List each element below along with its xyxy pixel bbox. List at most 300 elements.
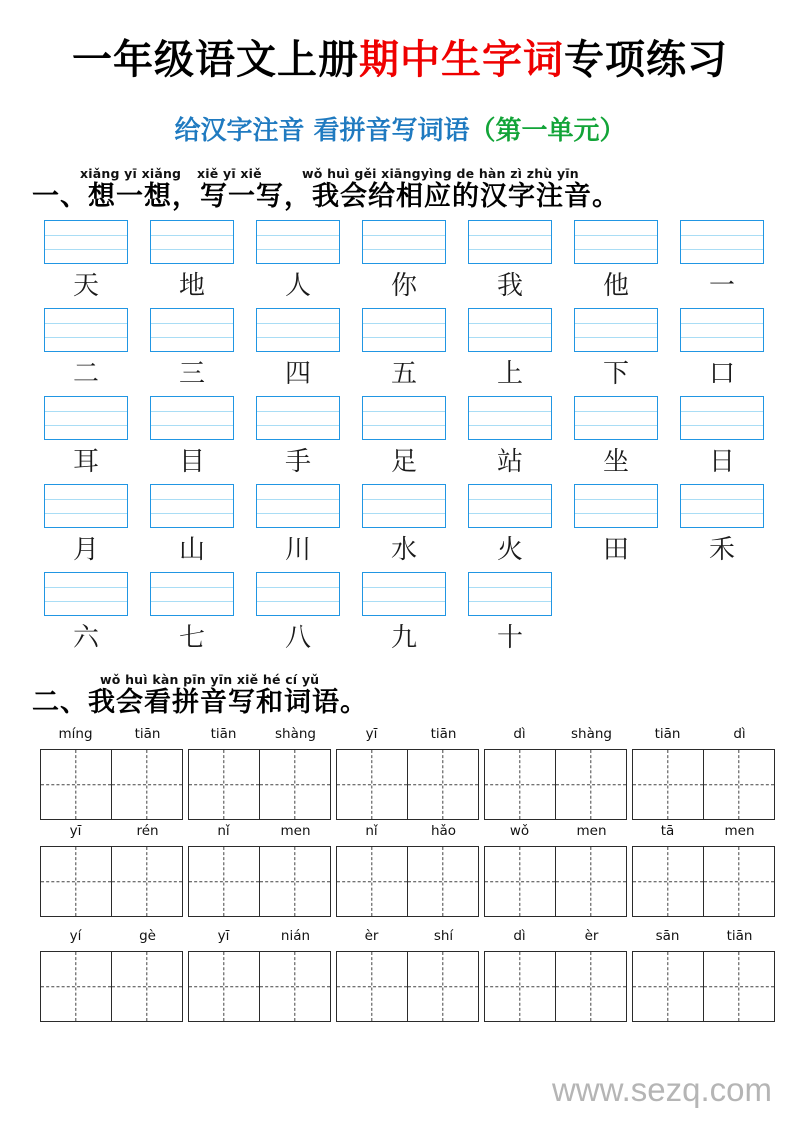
- word-pinyin-label: [40, 823, 183, 843]
- tianzige-cell[interactable]: [484, 749, 556, 820]
- pinyin-answer-box[interactable]: [362, 396, 446, 440]
- hanzi-character: 上: [496, 359, 523, 389]
- pinyin-answer-box[interactable]: [150, 572, 234, 616]
- pinyin-guide-line: [363, 235, 445, 236]
- pinyin-exercise-item: [256, 308, 340, 396]
- pinyin-exercise-row-cells: [44, 396, 764, 484]
- pinyin-exercise-item: [680, 484, 764, 572]
- tianzige-horizontal-guide: [633, 881, 703, 882]
- pinyin-guide-line: [469, 587, 551, 588]
- pinyin-answer-box[interactable]: [44, 484, 128, 528]
- word-writing-group: [484, 823, 627, 917]
- section-1-pinyin-fragment: xiǎng yī xiǎng: [80, 166, 182, 181]
- word-pinyin-syllable: dì: [513, 726, 526, 742]
- hanzi-character: 口: [708, 359, 735, 389]
- pinyin-answer-box[interactable]: [256, 220, 340, 264]
- word-pinyin-syllable: nián: [280, 928, 311, 944]
- pinyin-guide-line: [257, 337, 339, 338]
- pinyin-guide-line: [681, 323, 763, 324]
- tianzige-horizontal-guide: [337, 784, 407, 785]
- tianzige-cell[interactable]: [408, 749, 480, 820]
- tianzige-cell[interactable]: [188, 749, 260, 820]
- tianzige-cell[interactable]: [188, 846, 260, 917]
- pinyin-exercise-item: [256, 220, 340, 308]
- pinyin-guide-line: [257, 499, 339, 500]
- pinyin-guide-line: [681, 249, 763, 250]
- hanzi-character: 耳: [72, 447, 99, 477]
- hanzi-character: 火: [496, 535, 523, 565]
- pinyin-guide-line: [45, 425, 127, 426]
- hanzi-character: 地: [178, 271, 205, 301]
- hanzi-character: 日: [708, 447, 735, 477]
- tianzige-horizontal-guide: [112, 986, 183, 987]
- pinyin-guide-line: [45, 235, 127, 236]
- pinyin-answer-box[interactable]: [680, 308, 764, 352]
- pinyin-exercise-item: [362, 220, 446, 308]
- tianzige-horizontal-guide: [485, 784, 555, 785]
- pinyin-guide-line: [575, 411, 657, 412]
- pinyin-answer-box[interactable]: [468, 484, 552, 528]
- pinyin-exercise-item: [680, 308, 764, 396]
- pinyin-exercise-row: [0, 308, 800, 396]
- section-2-pinyin-fragment: wǒ huì kàn pīn yīn xiě hé cí yǔ: [100, 672, 320, 687]
- word-writing-row: [0, 928, 800, 1031]
- tianzige-cell[interactable]: [336, 951, 408, 1022]
- word-pinyin-syllable: tiān: [726, 928, 753, 944]
- pinyin-guide-line: [257, 249, 339, 250]
- subtitle-unit: （第一单元）: [469, 116, 626, 146]
- pinyin-exercise-item: [680, 396, 764, 484]
- pinyin-guide-line: [151, 323, 233, 324]
- pinyin-exercise-item: [44, 308, 128, 396]
- pinyin-answer-box[interactable]: [256, 308, 340, 352]
- tianzige-cell[interactable]: [408, 846, 480, 917]
- pinyin-exercise-item: [150, 308, 234, 396]
- hanzi-character: 人: [284, 271, 311, 301]
- pinyin-exercise-row-cells: [44, 308, 764, 396]
- pinyin-exercise-item: [362, 308, 446, 396]
- pinyin-answer-box[interactable]: [574, 220, 658, 264]
- word-pinyin-label: [484, 928, 627, 948]
- pinyin-guide-line: [45, 513, 127, 514]
- section-2-pinyin: [32, 672, 368, 689]
- pinyin-guide-line: [681, 235, 763, 236]
- word-pinyin-syllable: wǒ: [509, 823, 530, 839]
- word-writing-group: [336, 823, 479, 917]
- hanzi-character: 站: [496, 447, 523, 477]
- word-pinyin-syllable: shí: [433, 928, 454, 944]
- pinyin-exercise-item: [468, 396, 552, 484]
- word-writing-group: [336, 726, 479, 820]
- pinyin-guide-line: [363, 601, 445, 602]
- hanzi-character: 一: [708, 271, 735, 301]
- pinyin-answer-box[interactable]: [150, 308, 234, 352]
- hanzi-character: 下: [602, 359, 629, 389]
- pinyin-exercise-item: [256, 572, 340, 660]
- hanzi-character: 田: [602, 535, 629, 565]
- tianzige-grid: [40, 951, 183, 1022]
- word-pinyin-syllable: men: [280, 823, 311, 839]
- pinyin-exercise-item: [150, 396, 234, 484]
- word-writing-row: [0, 823, 800, 926]
- tianzige-cell[interactable]: [260, 846, 332, 917]
- pinyin-guide-line: [681, 513, 763, 514]
- tianzige-grid: [40, 749, 183, 820]
- tianzige-cell[interactable]: [40, 846, 112, 917]
- word-pinyin-label: [336, 928, 479, 948]
- pinyin-exercise-item: [574, 396, 658, 484]
- pinyin-guide-line: [575, 499, 657, 500]
- pinyin-guide-line: [469, 513, 551, 514]
- tianzige-horizontal-guide: [260, 784, 331, 785]
- pinyin-exercise-item: [362, 396, 446, 484]
- tianzige-cell[interactable]: [408, 951, 480, 1022]
- word-pinyin-syllable: shàng: [275, 726, 316, 742]
- hanzi-character: 八: [284, 623, 311, 653]
- word-pinyin-syllable: tiān: [654, 726, 681, 742]
- pinyin-answer-box[interactable]: [362, 572, 446, 616]
- pinyin-exercise-item: [574, 220, 658, 308]
- pinyin-answer-box[interactable]: [680, 484, 764, 528]
- pinyin-exercise-item: [468, 220, 552, 308]
- tianzige-horizontal-guide: [485, 881, 555, 882]
- pinyin-guide-line: [575, 249, 657, 250]
- tianzige-grid: [632, 951, 775, 1022]
- word-pinyin-syllable: dì: [733, 726, 746, 742]
- word-writing-group: [40, 726, 183, 820]
- word-pinyin-label: [188, 928, 331, 948]
- pinyin-exercise-item: [574, 308, 658, 396]
- page-title: [0, 36, 800, 83]
- section-2-heading: [32, 672, 368, 717]
- word-pinyin-syllable: sān: [655, 928, 680, 944]
- word-pinyin-label: [40, 928, 183, 948]
- pinyin-exercise-row-cells: [44, 220, 764, 308]
- subtitle-main: 给汉字注音 看拼音写词语: [174, 116, 470, 146]
- pinyin-guide-line: [45, 411, 127, 412]
- pinyin-guide-line: [45, 337, 127, 338]
- pinyin-answer-box[interactable]: [468, 220, 552, 264]
- tianzige-horizontal-guide: [41, 784, 111, 785]
- word-pinyin-label: [632, 823, 775, 843]
- word-writing-group: [188, 726, 331, 820]
- pinyin-exercise-item: [468, 484, 552, 572]
- pinyin-answer-box[interactable]: [150, 484, 234, 528]
- tianzige-grid: [336, 951, 479, 1022]
- section-1-heading-text: 一、想一想，写一写，我会给相应的汉字注音。: [32, 181, 620, 212]
- pinyin-guide-line: [575, 337, 657, 338]
- pinyin-exercise-row: [0, 572, 800, 660]
- pinyin-exercise-item: [150, 572, 234, 660]
- tianzige-grid: [188, 846, 331, 917]
- word-pinyin-syllable: rén: [136, 823, 159, 839]
- pinyin-guide-line: [363, 323, 445, 324]
- hanzi-character: 你: [390, 271, 417, 301]
- word-pinyin-syllable: míng: [58, 726, 93, 742]
- tianzige-cell[interactable]: [556, 749, 628, 820]
- word-pinyin-label: [632, 726, 775, 746]
- pinyin-exercise-item: [44, 396, 128, 484]
- section-1-heading: [32, 166, 620, 211]
- pinyin-guide-line: [681, 425, 763, 426]
- tianzige-cell[interactable]: [484, 951, 556, 1022]
- tianzige-cell[interactable]: [704, 951, 776, 1022]
- tianzige-horizontal-guide: [337, 986, 407, 987]
- hanzi-character: 禾: [708, 535, 735, 565]
- section-2-heading-text: 二、我会看拼音写和词语。: [32, 687, 368, 718]
- pinyin-guide-line: [151, 587, 233, 588]
- pinyin-exercise-item: [680, 220, 764, 308]
- pinyin-exercise-row: [0, 396, 800, 484]
- pinyin-guide-line: [151, 411, 233, 412]
- pinyin-answer-box[interactable]: [362, 484, 446, 528]
- pinyin-exercise-row: [0, 220, 800, 308]
- pinyin-guide-line: [151, 425, 233, 426]
- word-writing-group: [188, 928, 331, 1022]
- pinyin-exercise-item: [468, 572, 552, 660]
- tianzige-cell[interactable]: [632, 749, 704, 820]
- word-pinyin-syllable: tiān: [430, 726, 457, 742]
- pinyin-exercise-item: [468, 308, 552, 396]
- tianzige-cell[interactable]: [632, 846, 704, 917]
- pinyin-answer-box[interactable]: [150, 396, 234, 440]
- word-pinyin-label: [632, 928, 775, 948]
- pinyin-guide-line: [363, 587, 445, 588]
- pinyin-guide-line: [575, 513, 657, 514]
- tianzige-cell[interactable]: [112, 846, 184, 917]
- pinyin-guide-line: [45, 249, 127, 250]
- word-pinyin-label: [336, 823, 479, 843]
- pinyin-guide-line: [151, 499, 233, 500]
- word-pinyin-syllable: shàng: [571, 726, 612, 742]
- pinyin-exercise-item: [44, 220, 128, 308]
- tianzige-horizontal-guide: [260, 881, 331, 882]
- hanzi-character: 五: [390, 359, 417, 389]
- word-pinyin-syllable: yí: [69, 928, 82, 944]
- pinyin-answer-box[interactable]: [362, 308, 446, 352]
- pinyin-answer-box[interactable]: [680, 396, 764, 440]
- pinyin-answer-box[interactable]: [44, 220, 128, 264]
- pinyin-answer-box[interactable]: [574, 396, 658, 440]
- word-writing-group: [40, 823, 183, 917]
- tianzige-horizontal-guide: [556, 784, 627, 785]
- word-pinyin-label: [484, 823, 627, 843]
- pinyin-answer-box[interactable]: [574, 484, 658, 528]
- word-writing-group: [484, 726, 627, 820]
- pinyin-answer-box[interactable]: [468, 396, 552, 440]
- tianzige-horizontal-guide: [704, 784, 775, 785]
- pinyin-guide-line: [681, 499, 763, 500]
- tianzige-cell[interactable]: [336, 749, 408, 820]
- tianzige-grid: [484, 951, 627, 1022]
- tianzige-grid: [632, 749, 775, 820]
- tianzige-cell[interactable]: [704, 846, 776, 917]
- pinyin-answer-box[interactable]: [362, 220, 446, 264]
- pinyin-guide-line: [469, 249, 551, 250]
- tianzige-cell[interactable]: [260, 951, 332, 1022]
- pinyin-answer-box[interactable]: [44, 572, 128, 616]
- pinyin-answer-box[interactable]: [256, 484, 340, 528]
- tianzige-grid: [336, 749, 479, 820]
- hanzi-character: 九: [390, 623, 417, 653]
- tianzige-horizontal-guide: [260, 986, 331, 987]
- hanzi-character: 坐: [602, 447, 629, 477]
- tianzige-horizontal-guide: [337, 881, 407, 882]
- pinyin-exercise-item: [150, 220, 234, 308]
- pinyin-guide-line: [363, 425, 445, 426]
- tianzige-grid: [632, 846, 775, 917]
- pinyin-exercise-item: [574, 484, 658, 572]
- word-pinyin-label: [188, 823, 331, 843]
- hanzi-character: 手: [284, 447, 311, 477]
- page-title-prefix: 一年级语文上册: [72, 36, 359, 83]
- pinyin-guide-line: [363, 513, 445, 514]
- pinyin-exercise-item: [44, 484, 128, 572]
- word-pinyin-syllable: nǐ: [217, 823, 230, 839]
- tianzige-cell[interactable]: [112, 749, 184, 820]
- word-pinyin-syllable: èr: [364, 928, 379, 944]
- pinyin-answer-box[interactable]: [44, 308, 128, 352]
- word-pinyin-label: [188, 726, 331, 746]
- tianzige-horizontal-guide: [408, 986, 479, 987]
- hanzi-character: 川: [284, 535, 311, 565]
- tianzige-cell[interactable]: [260, 749, 332, 820]
- pinyin-answer-box[interactable]: [44, 396, 128, 440]
- pinyin-guide-line: [151, 601, 233, 602]
- pinyin-exercise-item: [44, 572, 128, 660]
- tianzige-horizontal-guide: [112, 881, 183, 882]
- tianzige-grid: [188, 951, 331, 1022]
- pinyin-exercise-item: [256, 484, 340, 572]
- pinyin-exercise-item: [362, 484, 446, 572]
- word-writing-group: [632, 928, 775, 1022]
- word-pinyin-label: [40, 726, 183, 746]
- pinyin-guide-line: [575, 425, 657, 426]
- tianzige-horizontal-guide: [704, 881, 775, 882]
- hanzi-character: 他: [602, 271, 629, 301]
- tianzige-cell[interactable]: [704, 749, 776, 820]
- hanzi-character: 二: [72, 359, 99, 389]
- pinyin-guide-line: [257, 587, 339, 588]
- word-pinyin-syllable: yī: [217, 928, 230, 944]
- hanzi-character: 四: [284, 359, 311, 389]
- hanzi-character: 三: [178, 359, 205, 389]
- tianzige-cell[interactable]: [188, 951, 260, 1022]
- pinyin-guide-line: [363, 499, 445, 500]
- site-watermark: www.sezq.com: [551, 1071, 772, 1108]
- hanzi-character: 足: [390, 447, 417, 477]
- pinyin-guide-line: [469, 411, 551, 412]
- word-pinyin-syllable: hǎo: [430, 823, 457, 839]
- pinyin-guide-line: [469, 337, 551, 338]
- page-subtitle: [0, 118, 800, 144]
- word-pinyin-syllable: èr: [584, 928, 599, 944]
- pinyin-guide-line: [469, 235, 551, 236]
- pinyin-guide-line: [151, 337, 233, 338]
- pinyin-guide-line: [45, 587, 127, 588]
- pinyin-guide-line: [469, 425, 551, 426]
- word-pinyin-label: [484, 726, 627, 746]
- pinyin-guide-line: [681, 337, 763, 338]
- word-writing-group: [632, 726, 775, 820]
- word-pinyin-syllable: men: [576, 823, 607, 839]
- tianzige-cell[interactable]: [556, 951, 628, 1022]
- word-pinyin-syllable: yī: [69, 823, 82, 839]
- pinyin-guide-line: [257, 411, 339, 412]
- hanzi-character: 七: [178, 623, 205, 653]
- page-title-highlight: 期中生字词: [359, 36, 564, 83]
- pinyin-guide-line: [575, 323, 657, 324]
- tianzige-horizontal-guide: [556, 881, 627, 882]
- tianzige-horizontal-guide: [556, 986, 627, 987]
- tianzige-horizontal-guide: [485, 986, 555, 987]
- hanzi-character: 六: [72, 623, 99, 653]
- pinyin-guide-line: [363, 337, 445, 338]
- tianzige-horizontal-guide: [704, 986, 775, 987]
- tianzige-cell[interactable]: [336, 846, 408, 917]
- tianzige-horizontal-guide: [112, 784, 183, 785]
- tianzige-cell[interactable]: [632, 951, 704, 1022]
- word-pinyin-syllable: men: [724, 823, 755, 839]
- pinyin-answer-box[interactable]: [468, 308, 552, 352]
- section-1-pinyin-fragment: xiě yī xiě: [197, 166, 262, 181]
- pinyin-answer-box[interactable]: [680, 220, 764, 264]
- pinyin-guide-line: [151, 249, 233, 250]
- tianzige-grid: [484, 846, 627, 917]
- pinyin-guide-line: [363, 411, 445, 412]
- tianzige-horizontal-guide: [408, 881, 479, 882]
- tianzige-horizontal-guide: [633, 784, 703, 785]
- tianzige-horizontal-guide: [41, 986, 111, 987]
- tianzige-cell[interactable]: [40, 951, 112, 1022]
- pinyin-guide-line: [469, 499, 551, 500]
- pinyin-exercise-item: [150, 484, 234, 572]
- tianzige-horizontal-guide: [633, 986, 703, 987]
- hanzi-character: 十: [496, 623, 523, 653]
- pinyin-answer-box[interactable]: [256, 572, 340, 616]
- word-writing-group: [40, 928, 183, 1022]
- pinyin-exercise-item: [256, 396, 340, 484]
- pinyin-guide-line: [257, 235, 339, 236]
- hanzi-character: 天: [72, 271, 99, 301]
- pinyin-answer-box[interactable]: [256, 396, 340, 440]
- pinyin-exercise-item: [362, 572, 446, 660]
- pinyin-answer-box[interactable]: [574, 308, 658, 352]
- tianzige-horizontal-guide: [41, 881, 111, 882]
- tianzige-cell[interactable]: [484, 846, 556, 917]
- tianzige-cell[interactable]: [40, 749, 112, 820]
- pinyin-guide-line: [257, 323, 339, 324]
- tianzige-horizontal-guide: [189, 986, 259, 987]
- word-writing-group: [484, 928, 627, 1022]
- pinyin-guide-line: [151, 513, 233, 514]
- tianzige-cell[interactable]: [556, 846, 628, 917]
- word-pinyin-syllable: nǐ: [365, 823, 378, 839]
- pinyin-answer-box[interactable]: [468, 572, 552, 616]
- word-pinyin-syllable: tiān: [134, 726, 161, 742]
- tianzige-cell[interactable]: [112, 951, 184, 1022]
- tianzige-horizontal-guide: [189, 784, 259, 785]
- pinyin-exercise-row-cells: [44, 572, 764, 660]
- pinyin-guide-line: [151, 235, 233, 236]
- word-writing-group: [632, 823, 775, 917]
- hanzi-character: 水: [390, 535, 417, 565]
- word-pinyin-syllable: dì: [513, 928, 526, 944]
- section-1-pinyin: [32, 166, 620, 183]
- pinyin-guide-line: [45, 499, 127, 500]
- pinyin-guide-line: [575, 235, 657, 236]
- pinyin-answer-box[interactable]: [150, 220, 234, 264]
